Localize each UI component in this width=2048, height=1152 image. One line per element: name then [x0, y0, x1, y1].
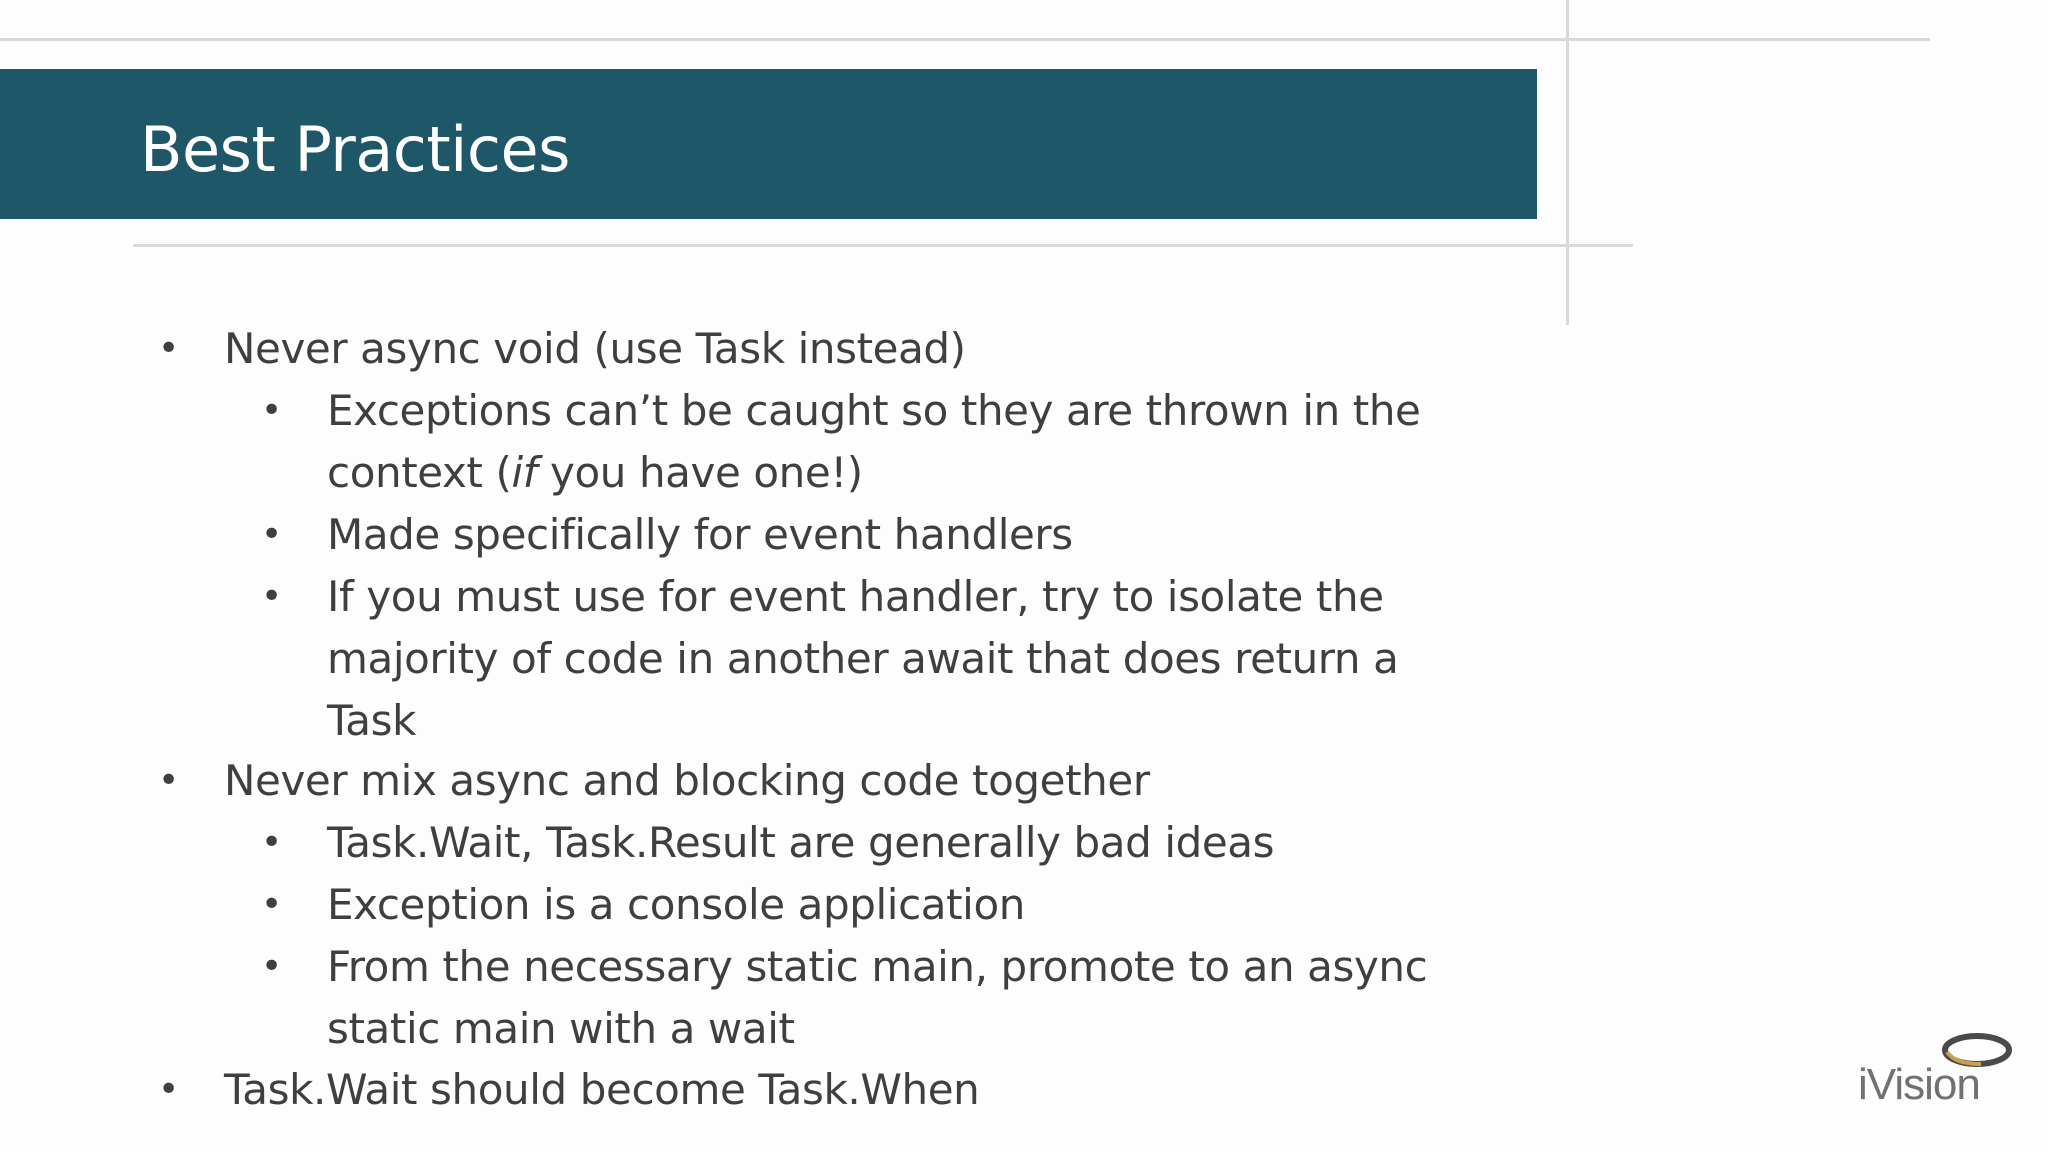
bullet-text: Exceptions can’t be caught so they are thrown in the — [327, 386, 1421, 435]
bullet-text: Exception is a console application — [327, 880, 1025, 929]
bullet-marker: • — [158, 328, 180, 369]
bullet-marker: • — [261, 576, 283, 617]
italic-text-run: if — [511, 448, 538, 497]
bullet-text-continuation: Task — [327, 696, 417, 745]
bullet-marker: • — [158, 1069, 180, 1110]
bullet-text: Task.Wait, Task.Result are generally bad ideas — [327, 818, 1275, 867]
bullet-text: Task.Wait should become Task.When — [224, 1065, 980, 1114]
bullet-text: Never async void (use Task instead) — [224, 324, 966, 373]
bullet-text: From the necessary static main, promote to an async — [327, 942, 1428, 991]
bullet-text: Made specifically for event handlers — [327, 510, 1073, 559]
bullet-marker: • — [261, 822, 283, 863]
bullet-text-continuation — [327, 442, 863, 504]
bullet-marker: • — [261, 390, 283, 431]
bullet-marker: • — [158, 760, 180, 801]
bullet-text-continuation: static main with a wait — [327, 1004, 795, 1053]
vertical-divider — [1566, 0, 1569, 325]
bullet-text: Never mix async and blocking code together — [224, 756, 1150, 805]
logo-text: iVision — [1858, 1060, 1980, 1109]
text-run: you have one!) — [537, 448, 863, 497]
bullet-text: If you must use for event handler, try to isolate the — [327, 572, 1384, 621]
top-divider — [0, 38, 1930, 41]
bullet-marker: • — [261, 514, 283, 555]
text-run: context ( — [327, 448, 512, 497]
title-underline — [133, 244, 1633, 247]
slide-title: Best Practices — [140, 113, 570, 186]
bullet-marker: • — [261, 884, 283, 925]
bullet-marker: • — [261, 946, 283, 987]
bullet-text-continuation: majority of code in another await that does return a — [327, 634, 1399, 683]
